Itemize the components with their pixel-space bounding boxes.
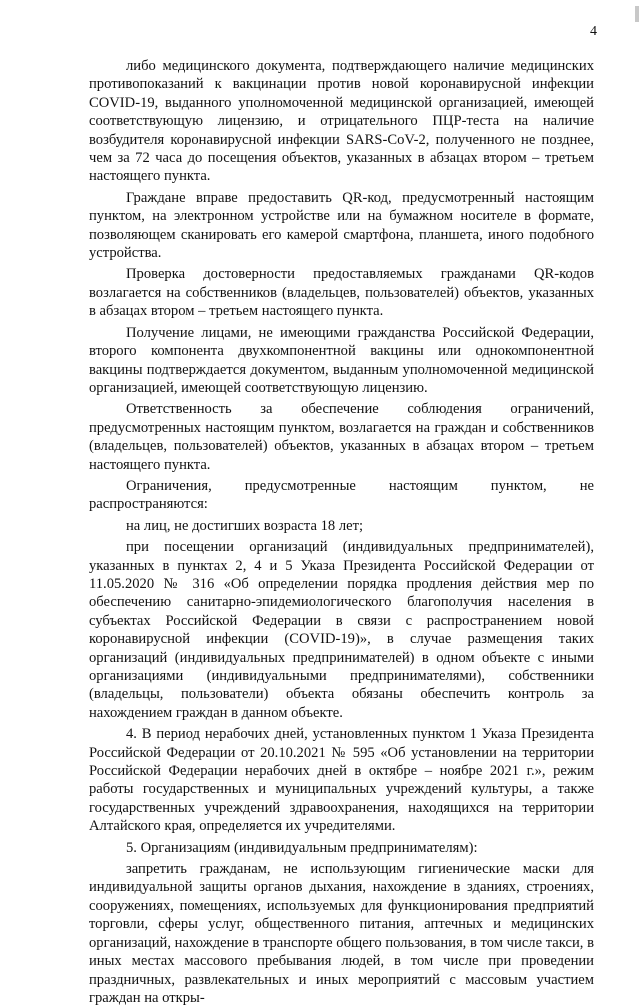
document-body bbox=[89, 57, 594, 1007]
paragraph-mask-requirement: запретить гражданам, не использующим гигиенические маски для индивидуальной защиты органов дыхания, нахождение в зданиях, строениях, сооружениях, помещениях, используемых для функционирования предприятий торговли, сферы услуг, общественного питания, аптечных и медицинских организаций, нахождение в транспорте общего пользования, в том числе такси, в иных местах массового пребывания людей, в том числе при проведении праздничных, развлекательных и иных мероприятий с массовым участием граждан на откры- bbox=[89, 861, 594, 1006]
paragraph-exception-age: на лиц, не достигших возраста 18 лет; bbox=[126, 517, 364, 534]
page-number: 4 bbox=[590, 24, 597, 39]
paragraph-qr-verification: Проверка достоверности предоставляемых гражданами QR-кодов возлагается на собственников (владельцев, пользователей) объектов, указанных в абзацах втором – третьем настоящего пункта. bbox=[89, 266, 594, 320]
paragraph-exceptions-intro: Ограничения, предусмотренные настоящим пунктом, не распространяются: bbox=[89, 477, 594, 513]
paragraph-point-5: 5. Организациям (индивидуальным предпринимателям): bbox=[126, 839, 478, 856]
scan-edge-mark bbox=[635, 6, 639, 22]
paragraph-exception-organizations: при посещении организаций (индивидуальных предпринимателей), указанных в пунктах 2, 4 и 5 Указа Президента Российской Федерации от 11.05.2020 № 316 «Об определении порядка продления действия мер по обеспечению санитарно-эпидемиологического благополучия населения в субъектах Российской Федерации в связи с распространением новой коронавирусной инфекции (COVID-19)», в случае размещения таких организаций (индивидуальных предпринимателей) в одном объекте с иными организациями (индивидуальными предпринимателями), собственники (владельцы, пользователи) объекта обязаны обеспечить контроль за нахождением граждан в данном объекте. bbox=[89, 539, 594, 721]
paragraph-point-4: 4. В период нерабочих дней, установленных пунктом 1 Указа Президента Российской Федерации от 20.10.2021 № 595 «Об установлении на территории Российской Федерации нерабочих дней в октябре – ноябре 2021 г.», режим работы государственных и муниципальных учреждений культуры, а также государственных учреждений здравоохранения, находящихся на территории Алтайского края, определяется их учредителями. bbox=[89, 726, 594, 835]
paragraph-responsibility: Ответственность за обеспечение соблюдения ограничений, предусмотренных настоящим пунктом, возлагается на граждан и собственников (владельцев, пользователей) объектов, указанных в абзацах втором – третьем настоящего пункта. bbox=[89, 401, 594, 473]
paragraph-medical-document: либо медицинского документа, подтверждающего наличие медицинских противопоказаний к вакцинации против новой коронавирусной инфекции COVID-19, выданного уполномоченной медицинской организацией, имеющей соответствующую лицензию, и отрицательного ПЦР-теста на наличие возбудителя коронавирусной инфекции SARS-CoV-2, полученного не позднее, чем за 72 часа до посещения объектов, указанных в абзацах втором – третьем настоящего пункта. bbox=[89, 58, 594, 185]
paragraph-qr-code-format: Граждане вправе предоставить QR-код, предусмотренный настоящим пунктом, на электронном устройстве или на бумажном носителе в формате, позволяющем сканировать его камерой смартфона, планшета, иного подобного устройства. bbox=[89, 189, 594, 262]
paragraph-foreign-citizens: Получение лицами, не имеющими гражданства Российской Федерации, второго компонента двухкомпонентной вакцины или однокомпонентной вакцины подтверждается документом, выданным уполномоченной медицинской организацией, имеющей соответствующую лицензию. bbox=[89, 324, 594, 396]
